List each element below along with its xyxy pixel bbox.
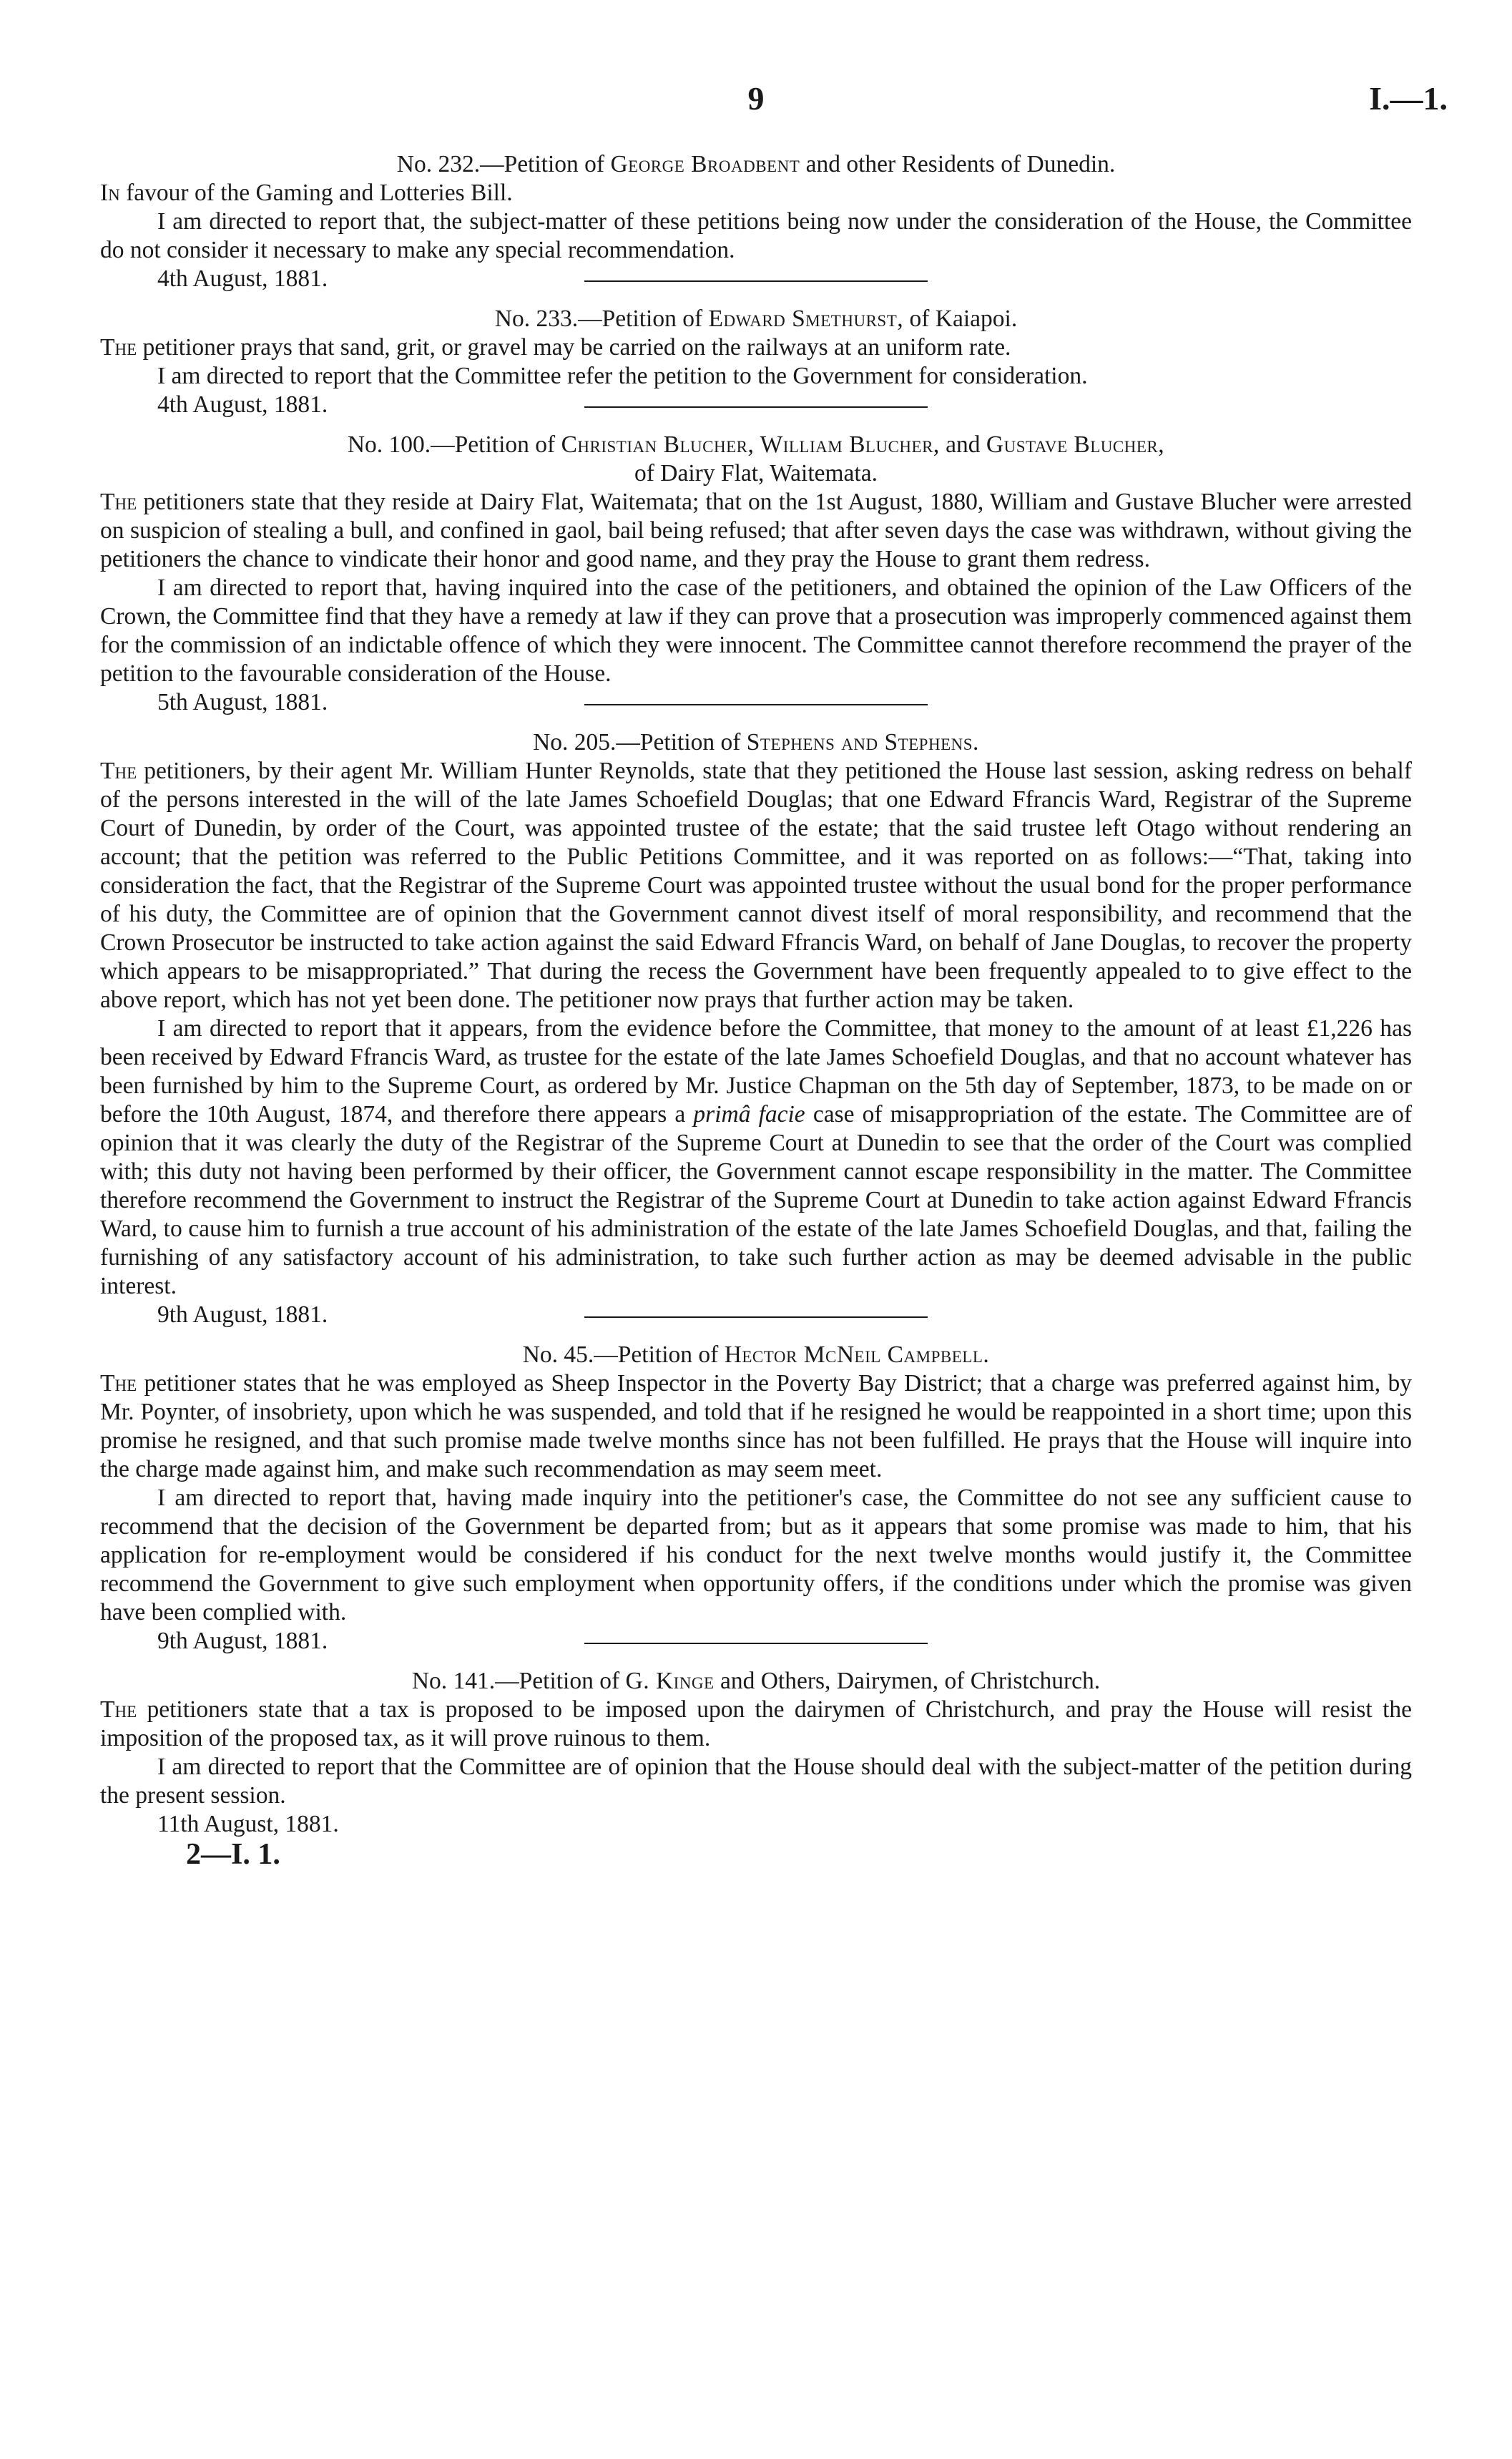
title-suffix: and Others, Dairymen, of Christchurch. xyxy=(720,1668,1101,1694)
petition-summary xyxy=(100,1369,1412,1484)
title-prefix: No. 45.—Petition of xyxy=(522,1341,719,1368)
title-suffix: and xyxy=(946,431,981,458)
committee-report: I am directed to report that, having made inquiry into the petitioner's case, the Committee do not see any sufficient cause to recommend that the decision of the Government be departed from; but as it appears that some promise was made to him, that his application for re-employment would be considered if his conduct for the next twelve months would justify it, the Committee recommend the Government to give such employment when opportunity offers, if the conditions under which the promise was given have been complied with. xyxy=(100,1485,1412,1626)
petition-title xyxy=(100,1667,1412,1696)
summary-text: petitioners state that a tax is proposed to be imposed upon the dairymen of Christchurch, and pray the House will resist the imposition of the proposed tax, as it will prove ruinous to them. xyxy=(100,1696,1412,1751)
petition-45 xyxy=(100,1341,1412,1654)
petitioner-name: Stephens and Stephens. xyxy=(746,729,979,756)
petition-title xyxy=(100,431,1412,459)
petition-summary xyxy=(100,488,1412,574)
petition-100 xyxy=(100,431,1412,715)
lead-word: The xyxy=(100,1370,137,1397)
document-reference: I.—1. xyxy=(1369,80,1448,117)
petitioner-name: G. Kinge xyxy=(625,1668,715,1694)
petitioner-name: Christian Blucher, William Blucher, xyxy=(561,431,940,458)
section-divider xyxy=(584,1643,928,1644)
petition-title xyxy=(100,305,1412,333)
title-prefix: No. 232.—Petition of xyxy=(396,151,605,177)
report-date: 9th August, 1881. xyxy=(157,1628,328,1654)
petition-205 xyxy=(100,728,1413,1328)
section-divider xyxy=(584,1316,928,1318)
title-suffix: of Kaiapoi. xyxy=(909,305,1018,332)
printer-signature: 2—I. 1. xyxy=(186,1838,280,1871)
petitioner-name-2: Gustave Blucher, xyxy=(986,431,1165,458)
report-date: 4th August, 1881. xyxy=(157,391,328,418)
title-suffix: and other Residents of Dunedin. xyxy=(805,151,1116,177)
committee-report: I am directed to report that, having inquired into the case of the petitioners, and obtained the opinion of the Law Officers of the Crown, the Committee find that they have a remedy at law if they can prove that a prosecution was improperly commenced against them for the commission of an indictable offence of which they were innocent. The Committee cannot therefore recommend the prayer of the petition to the favourable consideration of the House. xyxy=(100,575,1412,687)
summary-text: petitioners state that they reside at Dairy Flat, Waitemata; that on the 1st August, 1880, William and Gustave Blucher were arrested on suspicion of stealing a bull, and confined in gaol, bail being refused; that after seven days the case was withdrawn, without giving the petitioners the chance to vindicate their honor and good name, and they pray the House to grant them redress. xyxy=(100,489,1412,572)
petition-summary xyxy=(100,333,1412,362)
petition-title xyxy=(100,728,1412,757)
report-date: 11th August, 1881. xyxy=(157,1811,339,1837)
lead-word: The xyxy=(100,334,137,361)
petitioner-name: George Broadbent xyxy=(610,151,800,177)
report-date: 5th August, 1881. xyxy=(157,689,328,715)
report-italic-term: primâ facie xyxy=(693,1101,805,1128)
page-number: 9 xyxy=(747,80,765,117)
committee-report: I am directed to report that the Committee refer the petition to the Government for consideration. xyxy=(157,363,1088,389)
petition-summary xyxy=(100,1696,1412,1753)
section-divider xyxy=(584,406,928,408)
petition-233 xyxy=(100,305,1412,418)
section-divider xyxy=(584,280,928,282)
lead-word: In xyxy=(100,180,120,206)
petition-summary xyxy=(100,757,1412,1015)
report-text-part-1: I am directed to report that it appears, from the evidence before the Committee, that money to the amount of at least £1,226 has been received by Edward Ffrancis Ward, as trustee for the estate of the late James Schoefield Douglas, and that no account whatever has been furnished by him to the Supreme Court, as ordered by Mr. Justice Chapman on the 5th day of September, 1873, to be made on or before the 10th August, 1874, and therefore there appears a xyxy=(100,1015,1412,1128)
title-prefix: No. 100.—Petition of xyxy=(347,431,556,458)
section-divider xyxy=(584,704,928,705)
petition-141 xyxy=(100,1667,1412,1839)
report-date: 9th August, 1881. xyxy=(157,1301,328,1328)
lead-word: The xyxy=(100,1696,137,1723)
petition-title-line2: of Dairy Flat, Waitemata. xyxy=(634,460,878,487)
summary-text: favour of the Gaming and Lotteries Bill. xyxy=(126,180,513,206)
committee-report: I am directed to report that, the subject-matter of these petitions being now under the consideration of the House, the Committee do not consider it necessary to make any special recommendation. xyxy=(100,208,1412,263)
committee-report: I am directed to report that the Committee are of opinion that the House should deal with the subject-matter of the petition during the present session. xyxy=(100,1754,1412,1809)
summary-text: petitioners, by their agent Mr. William Hunter Reynolds, state that they petitioned the House last session, asking redress on behalf of the persons interested in the will of the late James Schoefield Douglas; that one Edward Ffrancis Ward, Registrar of the Supreme Court of Dunedin, by order of the Court, was appointed trustee of the estate; that the said trustee left Otago without rendering an account; that the petition was referred to the Public Petitions Committee, and it was reported on as follows:—“That, taking into consideration the fact, that the Registrar of the Supreme Court was appointed trustee without the usual bond for the proper performance of his duty, the Committee are of opinion that the Government cannot divest itself of moral responsibility, and recommend that the Crown Prosecutor be instructed to take action against the said Edward Ffrancis Ward, on behalf of Jane Douglas, to recover the property which appears to be misappropriated.” That during the recess the Government have been frequently appealed to to give effect to the above report, which has not yet been done. The petitioner now prays that further action may be taken. xyxy=(100,758,1412,1013)
title-prefix: No. 233.—Petition of xyxy=(494,305,703,332)
page-header xyxy=(100,0,1448,117)
petitioner-name: Edward Smethurst, xyxy=(708,305,904,332)
petition-title xyxy=(100,150,1412,179)
lead-word: The xyxy=(100,489,137,515)
committee-report xyxy=(100,1015,1412,1301)
lead-word: The xyxy=(100,758,137,784)
petitioner-name: Hector McNeil Campbell. xyxy=(724,1341,990,1368)
petition-232 xyxy=(100,150,1412,292)
title-prefix: No. 205.—Petition of xyxy=(533,729,741,756)
summary-text: petitioner prays that sand, grit, or gravel may be carried on the railways at an uniform rate. xyxy=(142,334,1011,361)
report-text-part-2: case of misappropriation of the estate. The Committee are of opinion that it was clearly the duty of the Registrar of the Supreme Court at Dunedin to see that the order of the Court was complied with; this duty not having been performed by their officer, the Government cannot escape responsibility in the matter. The Committee therefore recommend the Government to instruct the Registrar of the Supreme Court at Dunedin to take action against Edward Ffrancis Ward, to cause him to furnish a true account of his administration of the estate of the late James Schoefield Douglas, and that, failing the furnishing of any satisfactory account of his administration, to take such further action as may be deemed advisable in the public interest. xyxy=(100,1101,1413,1299)
petition-title xyxy=(100,1341,1412,1369)
petition-summary xyxy=(100,179,1412,207)
summary-text: petitioner states that he was employed as Sheep Inspector in the Poverty Bay District; that a charge was preferred against him, by Mr. Poynter, of insobriety, upon which he was suspended, and told that if he resigned he would be reappointed in a short time; upon this promise he resigned, and that such promise made twelve months since has not been fulfilled. He prays that the House will inquire into the charge made against him, and make such recommendation as may seem meet. xyxy=(100,1370,1412,1482)
report-date: 4th August, 1881. xyxy=(157,265,328,292)
title-prefix: No. 141.—Petition of xyxy=(411,1668,620,1694)
